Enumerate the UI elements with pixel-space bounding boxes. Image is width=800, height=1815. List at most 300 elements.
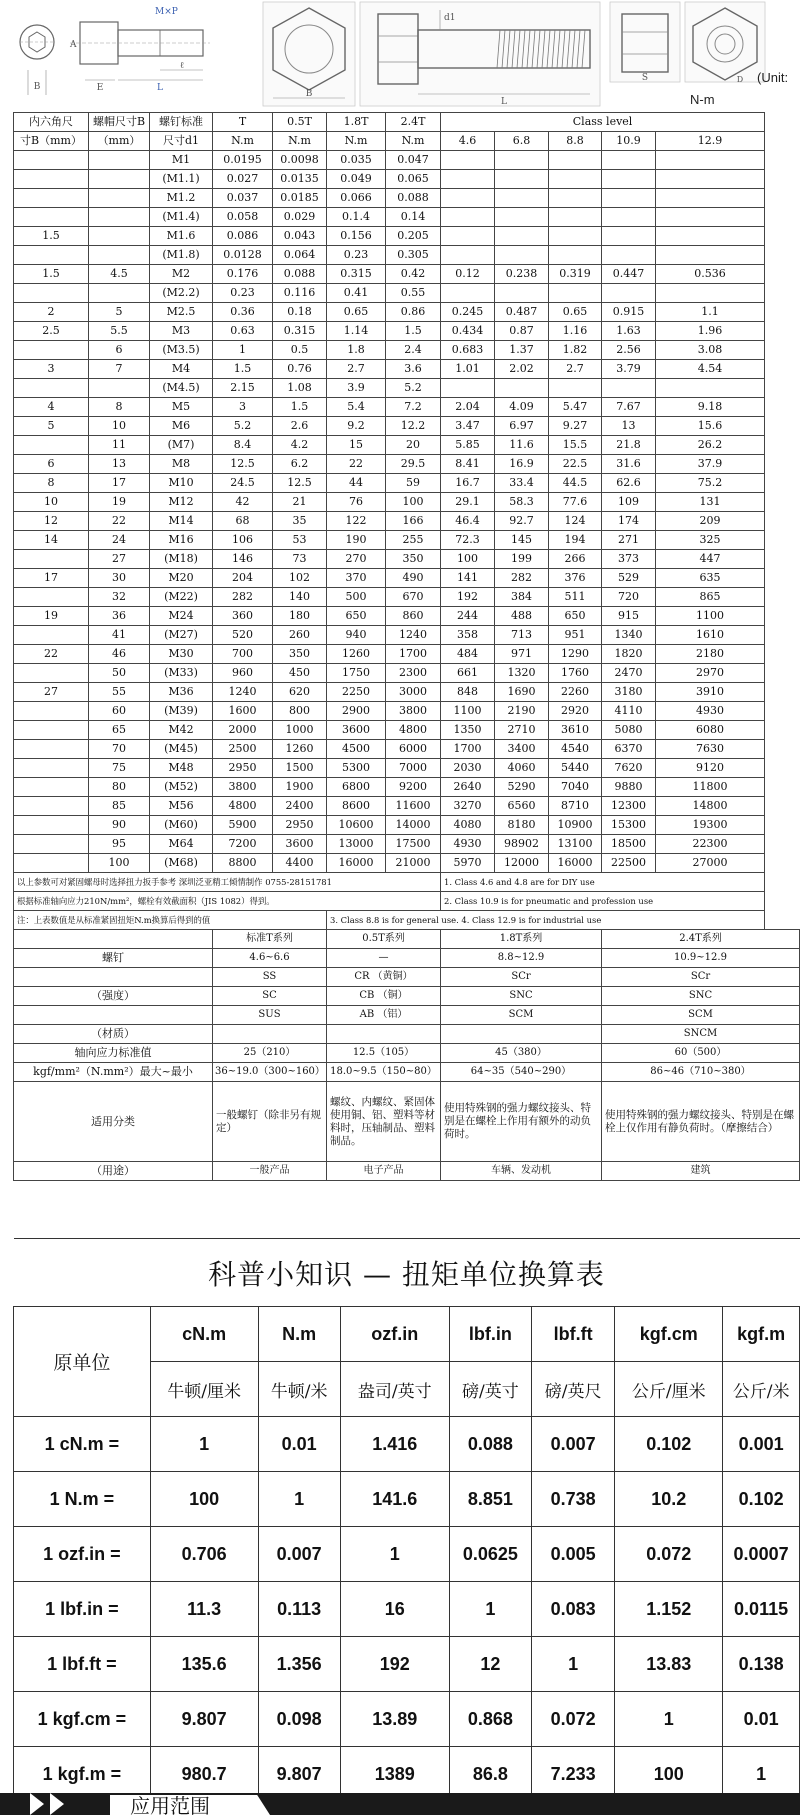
table-cell: 0.315 [273, 322, 327, 341]
table-cell: 102 [273, 569, 327, 588]
table-cell: 1 [213, 341, 273, 360]
table-cell [656, 151, 765, 170]
table-cell: 6560 [495, 797, 549, 816]
table-cell: 9.807 [150, 1692, 258, 1747]
table-cell: 6000 [386, 740, 441, 759]
series-cell: 电子产品 [327, 1162, 441, 1181]
series-cell: 8.8~12.9 [441, 949, 602, 968]
table-cell: 0.102 [723, 1472, 800, 1527]
table-cell: 0.047 [386, 151, 441, 170]
table-row [14, 721, 800, 740]
table-cell: 7.233 [531, 1747, 614, 1802]
table-cell: 951 [549, 626, 602, 645]
series-label: （强度） [14, 987, 213, 1006]
torque-conversion-table [13, 1238, 800, 1802]
header-class: 10.9 [602, 132, 656, 151]
series-use-row [14, 1162, 800, 1181]
table-cell: 4500 [327, 740, 386, 759]
table-cell: 4.5 [89, 265, 150, 284]
table-cell: 15.6 [656, 417, 765, 436]
table-row [14, 1417, 800, 1472]
table-row [14, 455, 800, 474]
table-cell [14, 759, 89, 778]
table-cell: 6.97 [495, 417, 549, 436]
series-cell: 18.0~9.5（150~80） [327, 1063, 441, 1082]
table-cell: 0.86 [386, 303, 441, 322]
hex-nut-end-view-diagram [685, 2, 765, 84]
table-cell: 4.2 [273, 436, 327, 455]
series-cell: SUS [213, 1006, 327, 1025]
hex-bolt-side-view-diagram [360, 2, 600, 107]
table-cell: 33.4 [495, 474, 549, 493]
table-cell: 31.6 [602, 455, 656, 474]
table-row [14, 1582, 800, 1637]
table-cell: M2 [150, 265, 213, 284]
table-cell: 6 [89, 341, 150, 360]
table-cell: 0.072 [531, 1692, 614, 1747]
row-label: 1 lbf.in = [14, 1582, 151, 1637]
table-cell: (M18) [150, 550, 213, 569]
series-label: （材质） [14, 1025, 213, 1044]
series-cell: AB （铝） [327, 1006, 441, 1025]
table-cell: 16000 [549, 854, 602, 873]
header-unit-cn: 磅/英寸 [449, 1362, 531, 1417]
table-cell [602, 379, 656, 398]
table-cell: 80 [89, 778, 150, 797]
table-row [14, 265, 800, 284]
table-row [14, 151, 800, 170]
table-cell: 3270 [441, 797, 495, 816]
table-cell [549, 284, 602, 303]
header-unit: kgf.cm [615, 1307, 723, 1362]
table-cell: (M52) [150, 778, 213, 797]
table-cell: 3 [14, 360, 89, 379]
table-cell: 4540 [549, 740, 602, 759]
table-cell: 0.447 [602, 265, 656, 284]
table-cell: 22300 [656, 835, 765, 854]
table-row [14, 322, 800, 341]
table-cell: 75 [89, 759, 150, 778]
table-row [14, 208, 800, 227]
series-cell [441, 1025, 602, 1044]
table-cell: 1 [615, 1692, 723, 1747]
table-cell: 1690 [495, 683, 549, 702]
table-row [14, 246, 800, 265]
note-row-3 [14, 911, 800, 930]
table-cell: 15 [327, 436, 386, 455]
table-cell: 1 [258, 1472, 340, 1527]
series-cell: SCr [602, 968, 800, 987]
table-row [14, 1527, 800, 1582]
table-cell: 7040 [549, 778, 602, 797]
table-cell: 0.156 [327, 227, 386, 246]
table-cell: 41 [89, 626, 150, 645]
table-cell: 2.7 [549, 360, 602, 379]
table-cell [441, 208, 495, 227]
header-unit: lbf.in [449, 1307, 531, 1362]
table-cell: 32 [89, 588, 150, 607]
table-row [14, 797, 800, 816]
table-cell: 4930 [441, 835, 495, 854]
table-cell: 11800 [656, 778, 765, 797]
row-label: 1 ozf.in = [14, 1527, 151, 1582]
table-cell: 12 [14, 512, 89, 531]
table-cell: 670 [386, 588, 441, 607]
thread-label: M×P [155, 7, 178, 17]
table-cell: (M2.2) [150, 284, 213, 303]
table-cell: 2.4 [386, 341, 441, 360]
series-cell: 一般螺钉（除非另有规定） [213, 1082, 327, 1162]
series-cell: 12.5（105） [327, 1044, 441, 1063]
torque-header-row-2 [14, 132, 800, 151]
table-cell [441, 151, 495, 170]
series-cell: 86~46（710~380） [602, 1063, 800, 1082]
header-unit-cn: 公斤/米 [723, 1362, 800, 1417]
table-cell: 27 [89, 550, 150, 569]
table-cell [495, 208, 549, 227]
table-cell: 124 [549, 512, 602, 531]
table-cell: 60 [89, 702, 150, 721]
table-cell: M56 [150, 797, 213, 816]
table-cell: 1 [723, 1747, 800, 1802]
table-cell: 58.3 [495, 493, 549, 512]
table-cell: 0.18 [273, 303, 327, 322]
table-cell: 65 [89, 721, 150, 740]
table-cell [602, 208, 656, 227]
table-cell: (M7) [150, 436, 213, 455]
fastener-diagrams [0, 0, 800, 112]
series-cell: SCr [441, 968, 602, 987]
series-apply-row [14, 1082, 800, 1162]
table-row [14, 227, 800, 246]
table-cell: 5.2 [213, 417, 273, 436]
table-cell: 0.487 [495, 303, 549, 322]
conversion-header-row-1 [14, 1307, 800, 1362]
dim-label-s: S [641, 73, 649, 83]
table-cell: 0.63 [213, 322, 273, 341]
table-cell: 12.5 [273, 474, 327, 493]
table-cell: 15300 [602, 816, 656, 835]
table-cell: 0.868 [449, 1692, 531, 1747]
table-cell: 384 [495, 588, 549, 607]
table-cell: 2.6 [273, 417, 327, 436]
table-cell: 2.02 [495, 360, 549, 379]
table-cell [602, 246, 656, 265]
series-cell: — [327, 949, 441, 968]
hex-head-end-view-diagram [263, 2, 355, 106]
table-cell [602, 151, 656, 170]
table-cell: 131 [656, 493, 765, 512]
table-cell: (M22) [150, 588, 213, 607]
table-cell: M4 [150, 360, 213, 379]
header-unit: N.m [213, 132, 273, 151]
table-cell: 8 [89, 398, 150, 417]
table-cell: 1.5 [213, 360, 273, 379]
table-cell: 1.63 [602, 322, 656, 341]
table-cell: 11.6 [495, 436, 549, 455]
table-row [14, 1692, 800, 1747]
table-cell: 271 [602, 531, 656, 550]
row-label: 1 kgf.cm = [14, 1692, 151, 1747]
table-cell: 270 [327, 550, 386, 569]
table-cell: 2710 [495, 721, 549, 740]
table-cell: 46 [89, 645, 150, 664]
table-cell: 2950 [213, 759, 273, 778]
table-row [14, 1472, 800, 1527]
table-cell: 0.086 [213, 227, 273, 246]
table-cell: 12.5 [213, 455, 273, 474]
table-cell [441, 379, 495, 398]
table-cell [14, 284, 89, 303]
table-cell: 8.41 [441, 455, 495, 474]
series-cell: 0.5T系列 [327, 930, 441, 949]
table-cell [656, 246, 765, 265]
table-cell: 59 [386, 474, 441, 493]
table-cell: 15.5 [549, 436, 602, 455]
table-cell: 244 [441, 607, 495, 626]
table-row [14, 341, 800, 360]
table-cell: 325 [656, 531, 765, 550]
table-cell: 76 [327, 493, 386, 512]
table-cell: 5.47 [549, 398, 602, 417]
torque-table [13, 112, 800, 1181]
note-right: 3. Class 8.8 is for general use. 4. Class 12.9 is for industrial use [327, 911, 765, 930]
table-cell: 5970 [441, 854, 495, 873]
hex-nut-side-view-diagram [610, 2, 680, 83]
table-cell: 24.5 [213, 474, 273, 493]
table-row [14, 645, 800, 664]
table-cell [441, 284, 495, 303]
series-cell: SNC [602, 987, 800, 1006]
table-cell: 1 [449, 1582, 531, 1637]
table-cell: 24 [89, 531, 150, 550]
conversion-title: 科普小知识 — 扭矩单位换算表 [14, 1239, 800, 1307]
table-cell: 92.7 [495, 512, 549, 531]
table-cell: 1610 [656, 626, 765, 645]
header-0.5t: 0.5T [273, 113, 327, 132]
row-label: 1 lbf.ft = [14, 1637, 151, 1692]
series-label: （用途） [14, 1162, 213, 1181]
table-cell: 0.0195 [213, 151, 273, 170]
unit-prefix: (Unit: [757, 70, 789, 85]
table-cell: 1340 [602, 626, 656, 645]
table-cell: 21 [273, 493, 327, 512]
table-cell: 53 [273, 531, 327, 550]
table-cell: (M68) [150, 854, 213, 873]
table-cell: 9.807 [258, 1747, 340, 1802]
table-cell: 0.76 [273, 360, 327, 379]
series-cell: 4.6~6.6 [213, 949, 327, 968]
header-unit: ozf.in [340, 1307, 449, 1362]
series-header-row [14, 930, 800, 949]
table-cell: 0.23 [213, 284, 273, 303]
series-label: 螺钉 [14, 949, 213, 968]
table-cell: 2900 [327, 702, 386, 721]
table-cell: 16.7 [441, 474, 495, 493]
table-cell [549, 227, 602, 246]
table-cell: (M1.4) [150, 208, 213, 227]
table-cell: 14800 [656, 797, 765, 816]
table-cell: 0.36 [213, 303, 273, 322]
table-cell: 0.049 [327, 170, 386, 189]
table-cell: 2.56 [602, 341, 656, 360]
table-cell: 3.47 [441, 417, 495, 436]
table-cell: 2260 [549, 683, 602, 702]
table-cell: 55 [89, 683, 150, 702]
series-cell: 建筑 [602, 1162, 800, 1181]
note-left: 以上参数可对紧固螺母时选择扭力扳手参考 深圳泛亚精工倾情制作 0755-28151781 [14, 873, 441, 892]
table-cell: 8 [14, 474, 89, 493]
table-cell [656, 379, 765, 398]
table-cell: 13.83 [615, 1637, 723, 1692]
table-cell: 1240 [213, 683, 273, 702]
table-cell: 0.007 [531, 1417, 614, 1472]
header-unit-cn: 磅/英尺 [531, 1362, 614, 1417]
table-cell: 0.001 [723, 1417, 800, 1472]
table-cell: 18500 [602, 835, 656, 854]
series-axial-row [14, 1044, 800, 1063]
table-cell: 350 [273, 645, 327, 664]
table-cell: M3 [150, 322, 213, 341]
table-row [14, 835, 800, 854]
table-row [14, 417, 800, 436]
table-cell: 282 [213, 588, 273, 607]
table-cell [89, 170, 150, 189]
table-cell: 1.1 [656, 303, 765, 322]
table-cell: 100 [89, 854, 150, 873]
table-cell: 971 [495, 645, 549, 664]
table-cell [14, 854, 89, 873]
table-cell: 5440 [549, 759, 602, 778]
table-cell: 0.0128 [213, 246, 273, 265]
table-cell: 1.16 [549, 322, 602, 341]
dim-label-b1: B [33, 82, 41, 92]
table-cell: 3800 [386, 702, 441, 721]
table-cell: 4400 [273, 854, 327, 873]
table-cell: 2950 [273, 816, 327, 835]
table-cell: 106 [213, 531, 273, 550]
table-row [14, 607, 800, 626]
table-cell: (M1.8) [150, 246, 213, 265]
table-cell: 0.42 [386, 265, 441, 284]
table-cell: 135.6 [150, 1637, 258, 1692]
table-cell: 260 [273, 626, 327, 645]
table-cell: 50 [89, 664, 150, 683]
header-unit-cn: 盎司/英寸 [340, 1362, 449, 1417]
table-row [14, 436, 800, 455]
table-cell [89, 379, 150, 398]
table-cell: 1750 [327, 664, 386, 683]
table-cell [14, 246, 89, 265]
series-cell: 45（380） [441, 1044, 602, 1063]
table-cell: 1.5 [386, 322, 441, 341]
table-cell: 199 [495, 550, 549, 569]
table-cell: 8600 [327, 797, 386, 816]
table-cell: 8710 [549, 797, 602, 816]
table-row [14, 474, 800, 493]
table-cell: 9.2 [327, 417, 386, 436]
header-nut-size-unit: （mm） [89, 132, 150, 151]
header-screw-size: 螺钉标准 [150, 113, 213, 132]
table-cell: 140 [273, 588, 327, 607]
series-cell: 2.4T系列 [602, 930, 800, 949]
table-cell: 0.066 [327, 189, 386, 208]
table-cell: 2180 [656, 645, 765, 664]
table-cell: 72.3 [441, 531, 495, 550]
table-cell: 0.098 [258, 1692, 340, 1747]
table-cell: 1260 [327, 645, 386, 664]
table-cell: M1.2 [150, 189, 213, 208]
table-cell: 4.54 [656, 360, 765, 379]
table-cell: 0.65 [549, 303, 602, 322]
chevron-right-icon [50, 1793, 64, 1815]
table-cell: 1.96 [656, 322, 765, 341]
series-label: 轴向应力标准值 [14, 1044, 213, 1063]
table-cell: 6.2 [273, 455, 327, 474]
table-cell [656, 227, 765, 246]
table-cell [89, 246, 150, 265]
table-cell: M64 [150, 835, 213, 854]
table-cell: 22 [327, 455, 386, 474]
note-left: 注：上表数值是从标准紧固扭矩N.m换算后得到的值 [14, 911, 327, 930]
table-cell: 0.87 [495, 322, 549, 341]
table-cell: 700 [213, 645, 273, 664]
table-cell: 5080 [602, 721, 656, 740]
table-cell: 0.1.4 [327, 208, 386, 227]
header-class: 4.6 [441, 132, 495, 151]
table-cell: 22500 [602, 854, 656, 873]
series-cell: 60（500） [602, 1044, 800, 1063]
table-cell [602, 170, 656, 189]
table-cell: 9120 [656, 759, 765, 778]
table-cell: 0.65 [327, 303, 386, 322]
table-cell [14, 816, 89, 835]
table-cell: 350 [386, 550, 441, 569]
table-cell: 5 [14, 417, 89, 436]
table-cell: 37.9 [656, 455, 765, 474]
table-cell: 0.245 [441, 303, 495, 322]
footer-banner [0, 1793, 800, 1815]
header-2.4t: 2.4T [386, 113, 441, 132]
chevron-right-icon [30, 1793, 44, 1815]
header-class: 6.8 [495, 132, 549, 151]
table-cell: 511 [549, 588, 602, 607]
table-cell: 2190 [495, 702, 549, 721]
table-cell [14, 151, 89, 170]
table-cell: 1.01 [441, 360, 495, 379]
header-unit: N.m [386, 132, 441, 151]
table-cell: 2300 [386, 664, 441, 683]
table-cell: 8.851 [449, 1472, 531, 1527]
table-cell: 8800 [213, 854, 273, 873]
table-cell: 360 [213, 607, 273, 626]
series-material-row [14, 1025, 800, 1044]
table-cell: 484 [441, 645, 495, 664]
table-cell: 10600 [327, 816, 386, 835]
table-cell: M10 [150, 474, 213, 493]
header-unit: N.m [258, 1307, 340, 1362]
table-cell: 9.18 [656, 398, 765, 417]
table-cell: 488 [495, 607, 549, 626]
table-cell: 650 [549, 607, 602, 626]
table-cell [14, 550, 89, 569]
table-cell: 3000 [386, 683, 441, 702]
table-cell: 980.7 [150, 1747, 258, 1802]
table-row [14, 379, 800, 398]
table-cell: 713 [495, 626, 549, 645]
table-cell: M20 [150, 569, 213, 588]
series-cell: SC [213, 987, 327, 1006]
